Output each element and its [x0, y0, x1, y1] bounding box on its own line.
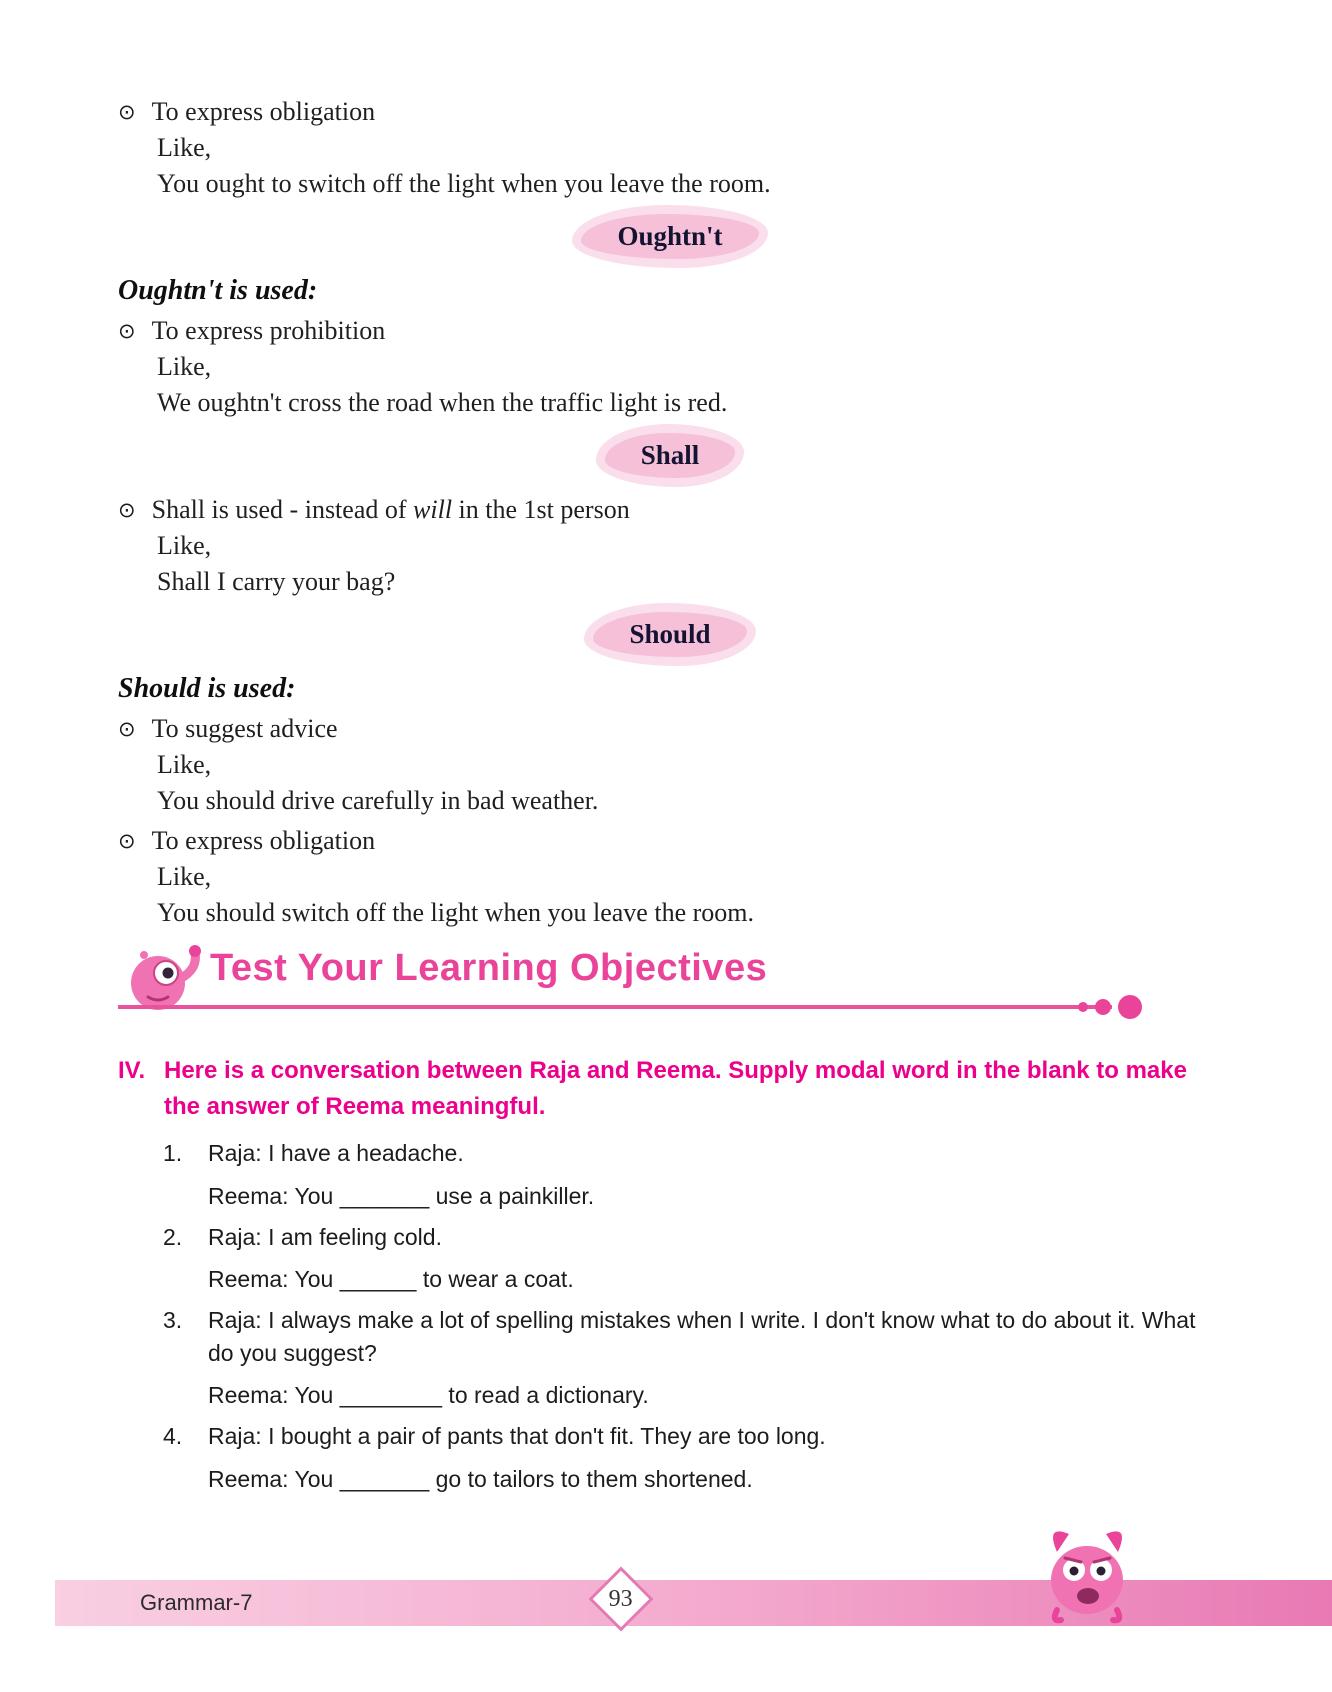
- raja-line: Raja: I have a headache.: [208, 1140, 464, 1167]
- book-label: Grammar-7: [140, 1590, 253, 1615]
- item-number: 3.: [163, 1307, 183, 1333]
- exercise-section: [118, 1053, 1222, 1495]
- exercise-item: [118, 1304, 1222, 1412]
- example-sentence: We oughtn't cross the road when the traffic light is red.: [157, 388, 728, 418]
- item-number: 2.: [163, 1223, 183, 1250]
- shall-point-post: in the 1st person: [452, 495, 630, 525]
- page-number: 93: [609, 1585, 633, 1612]
- item-number: 4.: [163, 1422, 183, 1449]
- dot-icon: [1118, 995, 1142, 1019]
- raja-line: Raja: I am feeling cold.: [208, 1223, 442, 1250]
- page-number-diamond: [588, 1566, 653, 1631]
- example-sentence: You ought to switch off the light when you leave the room.: [157, 169, 771, 198]
- bullet-icon: ⊙: [118, 829, 136, 854]
- reema-line: Reema: You _______ go to tailors to them shortened.: [208, 1465, 753, 1492]
- bullet-point: [118, 713, 1222, 745]
- badge-row: [118, 433, 1222, 478]
- bullet-point-text: To express obligation: [151, 826, 376, 856]
- reema-line: Reema: You _______ use a painkiller.: [208, 1183, 595, 1210]
- reema-line: Reema: You ________ to read a dictionary.: [208, 1382, 649, 1409]
- bullet-icon: ⊙: [118, 100, 136, 124]
- raja-line: Raja: I bought a pair of pants that don't fit. They are too long.: [208, 1422, 826, 1449]
- bullet-point-text: To suggest advice: [151, 714, 338, 744]
- item-body: [208, 1137, 1222, 1212]
- exercise-item: [118, 1137, 1222, 1212]
- learning-objectives-banner: [118, 941, 1222, 1025]
- modal-badge-shall: Shall: [605, 433, 736, 478]
- like-label: Like,: [157, 133, 212, 162]
- dots-decoration: [1078, 995, 1142, 1019]
- bullet-point-text: [152, 494, 630, 526]
- reema-line: Reema: You ______ to wear a coat.: [208, 1266, 574, 1293]
- like-label: Like,: [157, 862, 212, 892]
- like-label: Like,: [157, 352, 212, 382]
- bullet-point-text: To express prohibition: [151, 316, 386, 346]
- exercise-item: [118, 1420, 1222, 1495]
- item-body: [208, 1304, 1222, 1412]
- bullet-icon: ⊙: [118, 717, 136, 742]
- section-heading-oughtnt: Oughtn't is used:: [118, 275, 318, 306]
- item-number: 1.: [163, 1140, 183, 1167]
- exercise-number: IV.: [118, 1057, 146, 1085]
- section-heading-should: Should is used:: [118, 673, 296, 705]
- item-body: [208, 1221, 1222, 1296]
- exercise-heading: [118, 1053, 1222, 1125]
- exercise-items: [118, 1137, 1222, 1495]
- exercise-instruction: Here is a conversation between Raja and Reema. Supply modal word in the blank to make the answer of Reema meaningful.: [164, 1057, 1187, 1121]
- modal-badge-oughtnt: Oughtn't: [581, 214, 758, 259]
- bullet-icon: ⊙: [118, 498, 136, 523]
- shall-point-pre: Shall is used - instead of: [151, 495, 414, 525]
- badge-row: [118, 214, 1222, 259]
- like-label: Like,: [157, 750, 212, 780]
- banner-underline: [118, 1005, 1112, 1009]
- item-body: [208, 1420, 1222, 1495]
- bullet-point-text: To express obligation: [151, 97, 376, 126]
- modal-badge-should: Should: [593, 612, 746, 657]
- bullet-point: [118, 315, 1222, 347]
- footer-bar: [55, 1580, 1332, 1626]
- bullet-icon: ⊙: [118, 319, 136, 344]
- raja-line: Raja: I always make a lot of spelling mistakes when I write. I don't know what to do about it. What do you suggest?: [208, 1307, 1196, 1366]
- banner-title: Test Your Learning Objectives: [210, 947, 768, 990]
- example-sentence: You should switch off the light when you leave the room.: [157, 898, 754, 928]
- example-sentence: You should drive carefully in bad weather.: [157, 786, 599, 816]
- crying-monster-icon: [1035, 1518, 1140, 1628]
- dot-icon: [1078, 1002, 1088, 1012]
- bullet-point: [118, 96, 1222, 128]
- exercise-item: [118, 1221, 1222, 1296]
- like-label: Like,: [157, 531, 212, 561]
- example-sentence: Shall I carry your bag?: [157, 567, 396, 597]
- bullet-point: [118, 494, 1222, 526]
- shall-point-italic: will: [413, 495, 453, 525]
- bullet-point: [118, 825, 1222, 857]
- badge-row: [118, 612, 1222, 657]
- dot-icon: [1095, 999, 1111, 1015]
